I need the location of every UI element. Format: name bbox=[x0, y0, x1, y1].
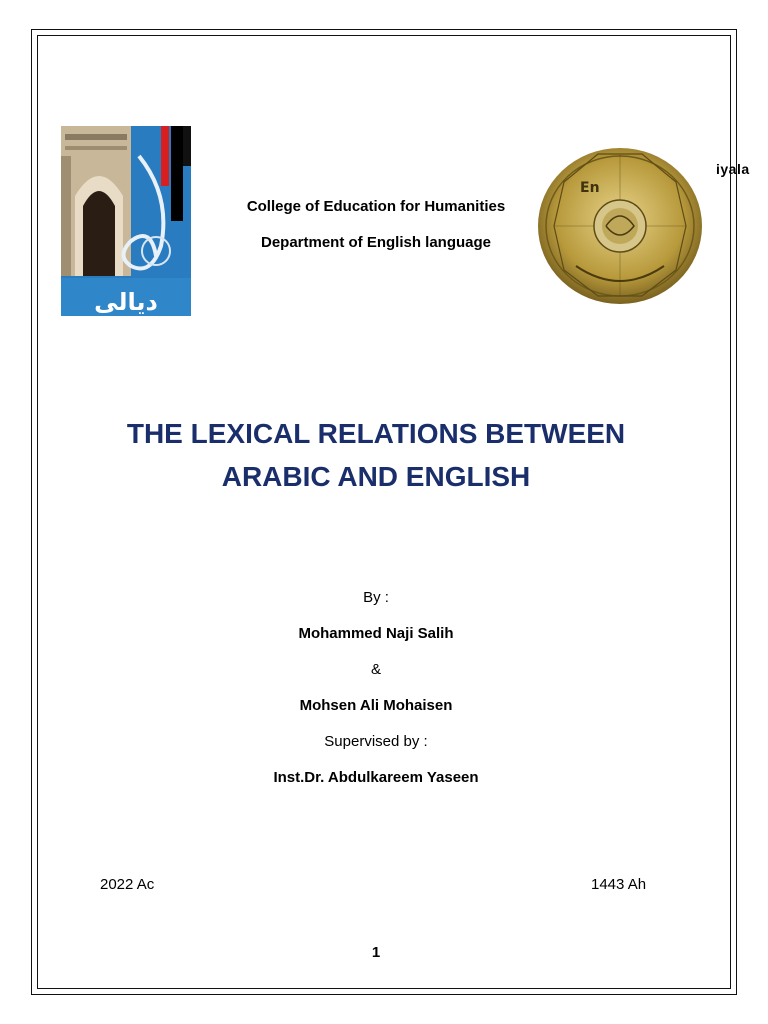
title-line-2: ARABIC AND ENGLISH bbox=[221, 461, 531, 492]
corner-text-fragment: iyala bbox=[716, 161, 750, 177]
year-ac: 2022 Ac bbox=[100, 876, 155, 893]
supervisor-name: Inst.Dr. Abdulkareem Yaseen bbox=[273, 769, 479, 786]
department-name: Department of English language bbox=[260, 234, 492, 251]
diyala-magazine-logo bbox=[61, 126, 191, 316]
seal-mark-text: En bbox=[580, 180, 600, 196]
author-1: Mohammed Naji Salih bbox=[298, 625, 454, 642]
page-number: 1 bbox=[371, 944, 381, 961]
title-line-1: THE LEXICAL RELATIONS BETWEEN bbox=[126, 418, 626, 449]
logo-wordmark: ديالى bbox=[94, 288, 158, 316]
seal-graphic bbox=[536, 146, 704, 306]
college-name: College of Education for Humanities bbox=[246, 198, 506, 215]
diyala-logo-graphic bbox=[61, 126, 191, 316]
by-label: By : bbox=[363, 589, 389, 606]
ampersand: & bbox=[370, 661, 381, 678]
college-seal-emblem bbox=[536, 146, 704, 306]
year-ah: 1443 Ah bbox=[591, 876, 647, 893]
author-2: Mohsen Ali Mohaisen bbox=[299, 697, 453, 714]
supervised-label: Supervised by : bbox=[324, 733, 428, 750]
